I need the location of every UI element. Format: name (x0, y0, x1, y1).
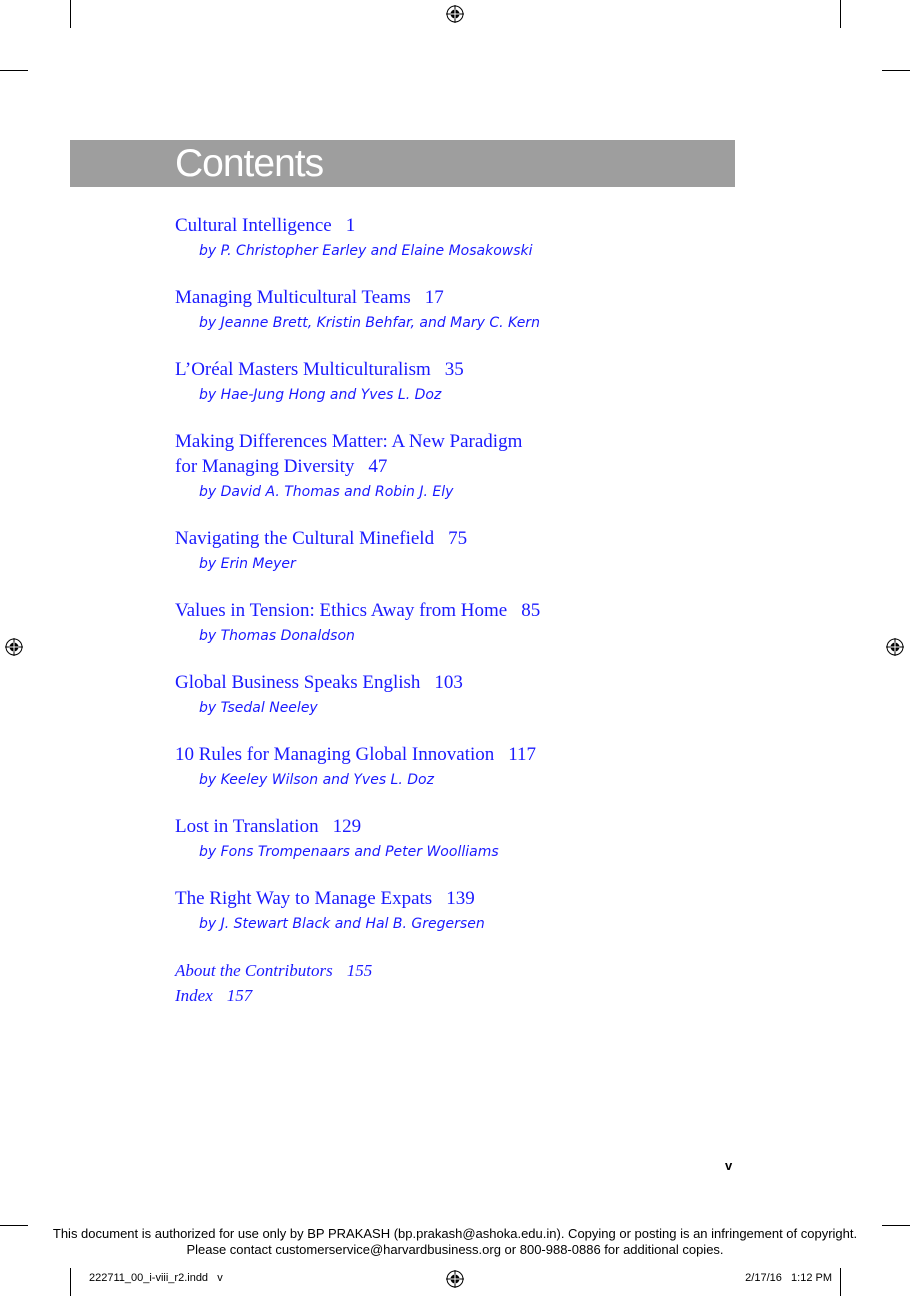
toc-entry-title[interactable] (175, 213, 735, 238)
toc-entry-title[interactable] (175, 526, 735, 551)
toc-page-number: 47 (368, 456, 388, 477)
toc-page-number: 75 (448, 528, 468, 549)
toc-entry-title[interactable] (175, 429, 735, 454)
toc-entry[interactable] (175, 598, 735, 649)
backmatter-list (175, 958, 735, 1008)
toc-page-number: 139 (446, 888, 475, 909)
toc-page-number: 85 (521, 600, 541, 621)
toc-entry[interactable] (175, 213, 735, 264)
toc-title-text: Making Differences Matter: A New Paradigm (175, 431, 523, 452)
crop-mark (70, 0, 71, 28)
toc-entry-author: by Erin Meyer (199, 556, 296, 572)
toc-title-text: Navigating the Cultural Minefield (175, 528, 435, 549)
toc-entry-title[interactable] (175, 357, 735, 382)
toc-entry-title[interactable] (175, 598, 735, 623)
toc-entry[interactable] (175, 526, 735, 577)
toc-page-number: 129 (332, 816, 362, 837)
toc-title-text: Lost in Translation (175, 816, 319, 837)
toc-title-text: Global Business Speaks English (175, 672, 421, 693)
toc-title-text: Cultural Intelligence (175, 215, 332, 236)
toc-title-text: for Managing Diversity (175, 456, 355, 477)
toc-page-number: 17 (424, 287, 444, 308)
toc-title-text: Managing Multicultural Teams (175, 287, 411, 308)
toc-entry-author: by Thomas Donaldson (199, 628, 355, 644)
toc-entry-title[interactable] (175, 742, 735, 767)
backmatter-title: Index (175, 986, 213, 1005)
toc-entry-title[interactable] (175, 814, 735, 839)
slug-filename: 222711_00_i-viii_r2.indd v (89, 1272, 223, 1284)
crop-mark (882, 70, 910, 71)
toc-title-text: 10 Rules for Managing Global Innovation (175, 744, 495, 765)
toc-entry-title[interactable] (175, 886, 735, 911)
toc-entry[interactable] (175, 670, 735, 721)
registration-mark-icon (5, 638, 23, 656)
toc-entry-author: by Fons Trompenaars and Peter Woolliams (199, 844, 499, 860)
crop-mark (70, 1268, 71, 1296)
toc-entry-title[interactable] (175, 285, 735, 310)
toc-title-text: Values in Tension: Ethics Away from Home (175, 600, 508, 621)
toc-page-number: 103 (434, 672, 463, 693)
toc-page-number: 155 (346, 961, 373, 980)
copyright-notice-line: Please contact customerservice@harvardbusiness.org or 800-988-0886 for additional copies. (186, 1242, 724, 1257)
backmatter-item-contributors[interactable] (175, 958, 735, 983)
toc-entry-author: by David A. Thomas and Robin J. Ely (199, 484, 454, 500)
toc-entry-author: by Jeanne Brett, Kristin Behfar, and Mary C. Kern (199, 315, 540, 331)
toc-entry[interactable] (175, 886, 735, 937)
toc-page-number: 117 (508, 744, 537, 765)
copyright-notice (0, 1226, 910, 1258)
toc-entry[interactable] (175, 285, 735, 336)
toc-entry[interactable] (175, 742, 735, 793)
toc-page-number: 157 (226, 986, 253, 1005)
toc-entry[interactable] (175, 814, 735, 865)
crop-mark (0, 70, 28, 71)
registration-mark-icon (446, 1270, 464, 1288)
toc-entry-title-continued[interactable] (175, 454, 735, 479)
backmatter-title: About the Contributors (175, 961, 333, 980)
toc-page-number: 35 (444, 359, 464, 380)
toc-page-number: 1 (345, 215, 356, 236)
toc-entry[interactable] (175, 357, 735, 408)
toc-title-text: L’Oréal Masters Multiculturalism (175, 359, 431, 380)
toc-entry-author: by Keeley Wilson and Yves L. Doz (199, 772, 434, 788)
toc-entry[interactable] (175, 429, 735, 505)
slug-timestamp: 2/17/16 1:12 PM (745, 1272, 832, 1284)
toc-entry-author: by J. Stewart Black and Hal B. Gregersen (199, 916, 485, 932)
toc-entry-title[interactable] (175, 670, 735, 695)
contents-header-bar (70, 140, 735, 187)
crop-mark (840, 1268, 841, 1296)
crop-mark (840, 0, 841, 28)
page-folio: v (725, 1158, 733, 1173)
registration-mark-icon (886, 638, 904, 656)
registration-mark-icon (446, 5, 464, 23)
toc-entry-author: by P. Christopher Earley and Elaine Mosakowski (199, 243, 533, 259)
table-of-contents (175, 213, 735, 1008)
copyright-notice-line: This document is authorized for use only by BP PRAKASH (bp.prakash@ashoka.edu.in). Copying or posting is an infringement of copyright. (52, 1226, 858, 1241)
toc-entry-author: by Tsedal Neeley (199, 700, 318, 716)
toc-entry-author: by Hae-Jung Hong and Yves L. Doz (199, 387, 442, 403)
page-title: Contents (175, 142, 324, 185)
backmatter-item-index[interactable] (175, 983, 735, 1008)
toc-title-text: The Right Way to Manage Expats (175, 888, 433, 909)
